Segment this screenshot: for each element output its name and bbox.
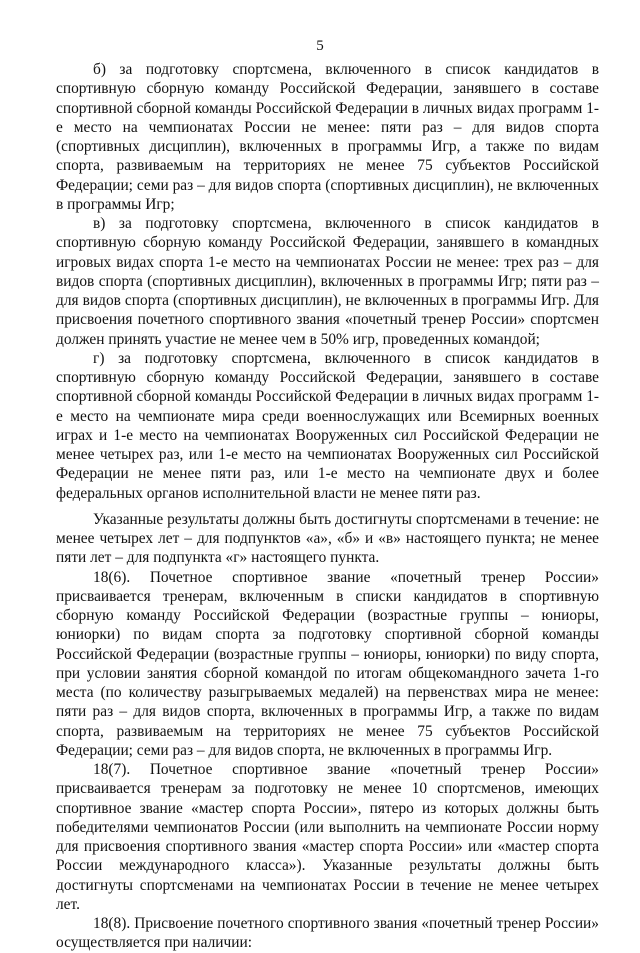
paragraph-sub-v: в) за подготовку спортсмена, включенного в список кандидатов в спортивную сборную команду Российской Федерации, занявшего в командных игровых видах спорта 1-е место на чемпионатах России не менее: трех раз – для видов спорта (спортивных дисциплин), включенных в программы Игр; пяти раз – для видов спорта (спортивных дисциплин), не включенных в программы Игр. Для присвоения почетного спортивного звания «почетный тренер России» спортсмен должен принять участие не менее чем в 50% игр, проведенных командой;: [56, 215, 599, 348]
paragraph-18-8: 18(8). Присвоение почетного спортивного звания «почетный тренер России» осуществляется при наличии:: [56, 915, 599, 952]
paragraph-18-6: 18(6). Почетное спортивное звание «почетный тренер России» присваивается тренерам, включенным в списки кандидатов в спортивную сборную команду Российской Федерации (возрастные группы – юниоры, юниорки) по видам спорта за подготовку спортивной сборной команды Российской Федерации (возрастные группы – юниоры, юниорки) по виду спорта, при условии занятия сборной командой по итогам общекомандного зачета 1-го места (по количеству разыгрываемых медалей) на первенствах мира не менее: пяти раз – для видов спорта, включенных в программы Игр, а также по видам спорта, развиваемым на территориях не менее 75 субъектов Российской Федерации; семи раз – для видов спорта, не включенных в программы Игр.: [56, 568, 599, 759]
page-number: 5: [316, 38, 324, 54]
document-body: [56, 60, 599, 953]
paragraph-sub-g: г) за подготовку спортсмена, включенного в список кандидатов в спортивную сборную команду Российской Федерации, занявшего в составе спортивной сборной команды Российской Федерации в личных видах программ 1-е место на чемпионате мира среди военнослужащих или Всемирных военных играх и 1-е место на чемпионатах Вооруженных сил Российской Федерации не менее четырех раз, или 1-е место на чемпионатах Вооруженных сил Российской Федерации не менее пяти раз, или 1-е место на чемпионате двух и более федеральных органов исполнительной власти не менее пяти раз.: [56, 349, 600, 502]
paragraph-results-period: Указанные результаты должны быть достигнуты спортсменами в течение: не менее четырех лет – для подпунктов «а», «б» и «в» настоящего пункта; не менее пяти лет – для подпункта «г» настоящего пункта.: [56, 510, 599, 567]
paragraph-18-7: 18(7). Почетное спортивное звание «почетный тренер России» присваивается тренерам за подготовку не менее 10 спортсменов, имеющих спортивное звание «мастер спорта России», пятеро из которых должны быть победителями чемпионатов России (или выполнить на чемпионате России норму для присвоения спортивного звания «мастер спорта России» или «мастер спорта России международного класса»). Указанные результаты должны быть достигнуты спортсменами на чемпионатах России в течение не менее четырех лет.: [56, 761, 599, 913]
paragraph-sub-b: б) за подготовку спортсмена, включенного в список кандидатов в спортивную сборную команду Российской Федерации, занявшего в составе спортивной сборной команды Российской Федерации в личных видах программ 1-е место на чемпионатах России не менее: пяти раз – для видов спорта (спортивных дисциплин), включенных в программы Игр, а также по видам спорта, развиваемым на территориях не менее 75 субъектов Российской Федерации; семи раз – для видов спорта (спортивных дисциплин), не включенных в программы Игр;: [56, 61, 600, 213]
